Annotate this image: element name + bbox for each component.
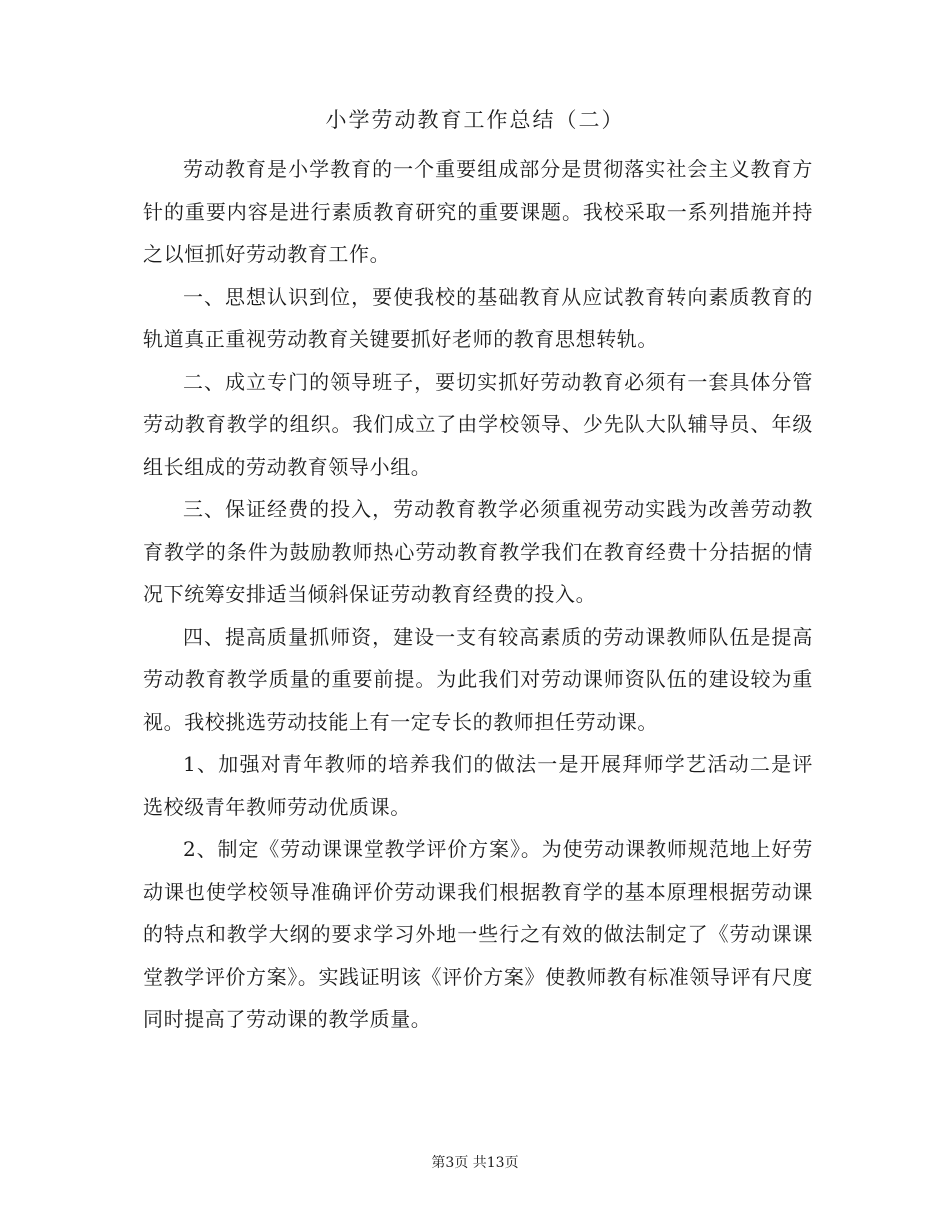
paragraph-section-4: 四、提高质量抓师资，建设一支有较高素质的劳动课教师队伍是提高劳动教育教学质量的重要前提。为此我们对劳动课师资队伍的建设较为重视。我校挑选劳动技能上有一定专长的教师担任劳动课。 bbox=[143, 624, 813, 734]
paragraph-intro: 劳动教育是小学教育的一个重要组成部分是贯彻落实社会主义教育方针的重要内容是进行素质教育研究的重要课题。我校采取一系列措施并持之以恒抓好劳动教育工作。 bbox=[143, 157, 813, 266]
paragraph-item-1: 1、加强对青年教师的培养我们的做法一是开展拜师学艺活动二是评选校级青年教师劳动优质课。 bbox=[143, 752, 813, 819]
document-title: 小学劳动教育工作总结（二） bbox=[325, 108, 625, 132]
paragraph-section-1: 一、思想认识到位，要使我校的基础教育从应试教育转向素质教育的轨道真正重视劳动教育关键要抓好老师的教育思想转轨。 bbox=[143, 284, 813, 351]
paragraph-section-2: 二、成立专门的领导班子，要切实抓好劳动教育必须有一套具体分管劳动教育教学的组织。我们成立了由学校领导、少先队大队辅导员、年级组长组成的劳动教育领导小组。 bbox=[143, 369, 813, 479]
paragraph-item-2: 2、制定《劳动课课堂教学评价方案》。为使劳动课教师规范地上好劳动课也使学校领导准确评价劳动课我们根据教育学的基本原理根据劳动课的特点和教学大纲的要求学习外地一些行之有效的做法制定了《劳动课课堂教学评价方案》。实践证明该《评价方案》使教师教有标准领导评有尺度同时提高了劳动课的教学质量。 bbox=[143, 837, 813, 1031]
document-body bbox=[143, 148, 813, 1041]
paragraph-section-3: 三、保证经费的投入，劳动教育教学必须重视劳动实践为改善劳动教育教学的条件为鼓励教师热心劳动教育教学我们在教育经费十分拮据的情况下统筹安排适当倾斜保证劳动教育经费的投入。 bbox=[143, 497, 813, 606]
page-number-footer: 第3页 共13页 bbox=[431, 1155, 519, 1171]
